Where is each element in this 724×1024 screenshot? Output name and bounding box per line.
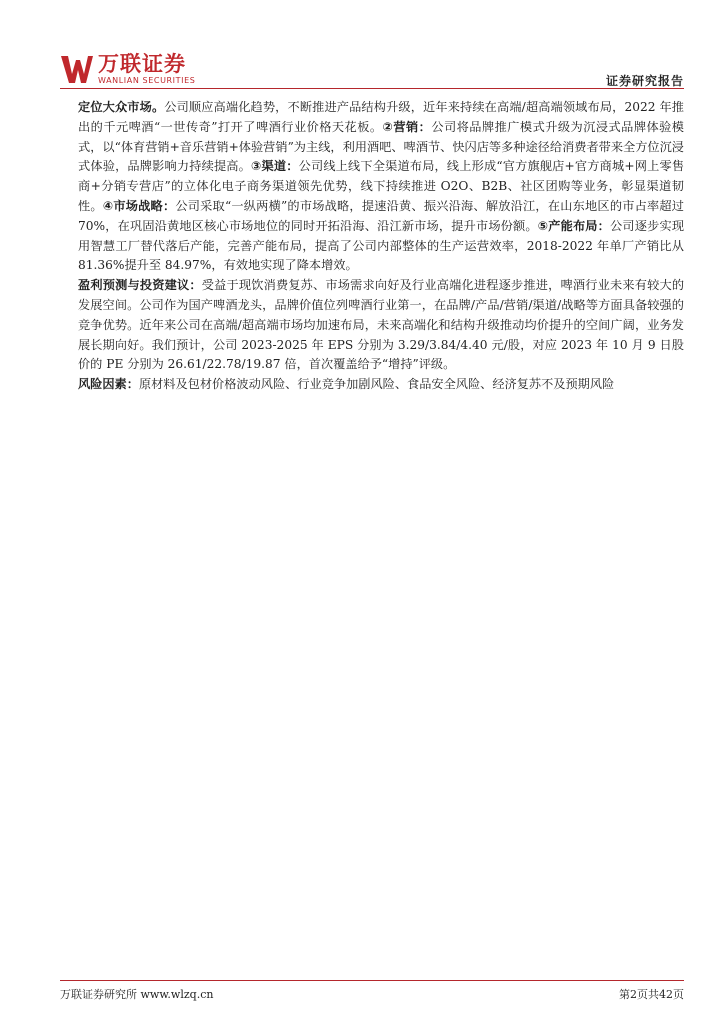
capacity-text: 公司逐步实现用智慧工厂替代落后产能，完善产能布局，提高了公司内部整体的生产运营效率，2018-2022 年单厂产销比从 81.36%提升至 84.97%，有效地实现了降本增效。 [78,218,685,273]
page-header [60,52,684,92]
header-divider [60,88,684,89]
risk-label: 风险因素： [78,377,139,392]
capacity-label: ⑤产能布局： [537,218,611,233]
channel-label: ③渠道： [251,159,299,174]
marketing-label: ②营销： [382,119,432,134]
market-strategy-label: ④市场战略： [102,198,176,213]
investment-advice-text: 受益于现饮消费复苏、市场需求向好及行业高端化进程逐步推进，啤酒行业未来有较大的发展空间。公司作为国产啤酒龙头，品牌价值位列啤酒行业第一，在品牌/产品/营销/渠道/战略等方面具备较强的竞争优势。近年来公司在高端/超高端市场均加速布局，未来高端化和结构升级推动均价提升的空间广阔，业务发展长期向好。我们预计，公司 2023-2025 年 EPS 分别为 3.29/3.84/4.40 元/股，对应 2023 年 10 月 9 日股价的 PE 分别为 26.61/22.78/19.87 倍，首次覆盖给予“增持”评级。 [78,278,685,372]
market-strategy-text: 公司采取“一纵两横”的市场战略，提速沿黄、振兴沿海、解放沿江，在山东地区的市占率超过 70%，在巩固沿黄地区核心市场地位的同时开拓沿海、沿江新市场，提升市场份额。 [78,198,684,233]
logo-english-name: WANLIAN SECURITIES [98,76,196,85]
analysis-paragraph [78,98,684,276]
risk-text: 原材料及包材价格波动风险、行业竞争加剧风险、食品安全风险、经济复苏不及预期风险 [138,377,615,392]
wanlian-logo-icon [60,52,94,86]
risk-paragraph [78,375,684,395]
report-type-label: 证券研究报告 [605,74,684,88]
logo-chinese-name: 万联证券 [98,52,186,76]
lead-text: 定位大众市场。 [78,100,165,114]
report-body [78,98,684,395]
company-logo [60,52,195,92]
brand-text: 公司顺应高端化趋势，不断推进产品结构升级，近年来持续在高端/超高端领域布局，2022 年推出的千元啤酒“一世传奇”打开了啤酒行业价格天花板。 [78,100,684,134]
investment-advice-paragraph [78,276,684,375]
page-number: 第2页共42页 [619,988,684,1001]
footer-source: 万联证券研究所 www.wlzq.cn [60,988,214,1001]
channel-text: 公司线上线下全渠道布局，线上形成“官方旗舰店+官方商城+网上零售商+分销专营店”的立体化电子商务渠道领先优势，线下持续推进 O2O、B2B、社区团购等业务，彰显渠道韧性。 [78,159,685,213]
investment-advice-label: 盈利预测与投资建议： [78,278,202,293]
footer-divider [60,980,684,981]
marketing-text: 公司将品牌推广模式升级为沉浸式品牌体验模式，以“体育营销+音乐营销+体验营销”为主线，利用酒吧、啤酒节、快闪店等多种途径给消费者带来全方位沉浸式体验，品牌影响力持续提高。 [78,119,684,174]
